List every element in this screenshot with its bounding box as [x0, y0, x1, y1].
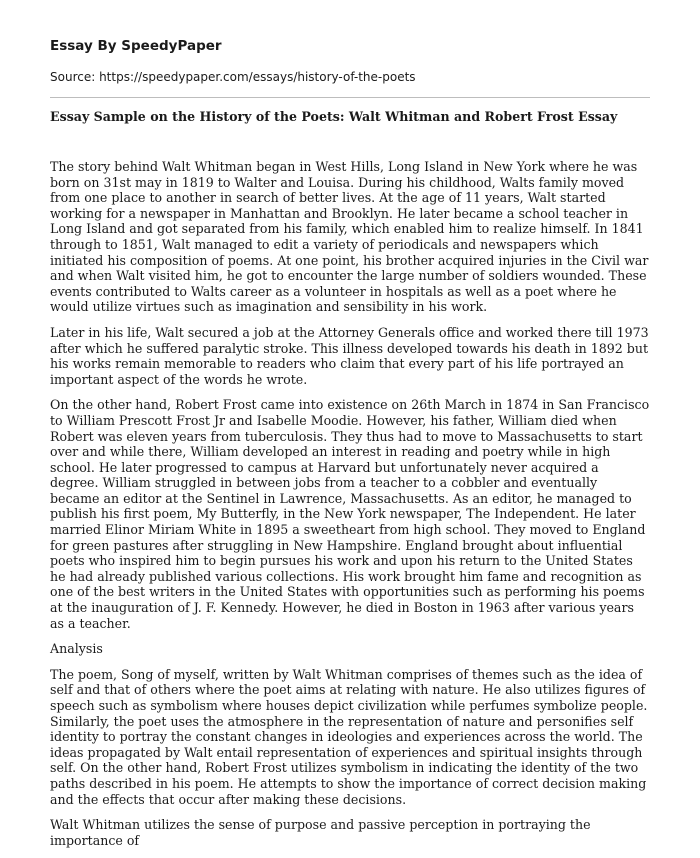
- essay-paragraph: The story behind Walt Whitman began in West Hills, Long Island in New York where he was born on 31st may in 1819 to Walter and Louisa. During his childhood, Walts family moved from one place to another in search of better lives. At the age of 11 years, Walt started working for a newspaper in Manhattan and Brooklyn. He later became a school teacher in Long Island and got separated from his family, which enabled him to realize himself. In 1841 through to 1851, Walt managed to edit a variety of periodicals and newspapers which initiated his composition of poems. At one point, his brother acquired injuries in the Civil war and when Walt visited him, he got to encounter the large number of soldiers wounded. These events contributed to Walts career as a volunteer in hospitals as well as a poet where he would utilize virtues such as imagination and sensibility in his work.: [50, 159, 649, 315]
- essay-paragraph: Later in his life, Walt secured a job at the Attorney Generals office and worked there till 1973 after which he suffered paralytic stroke. This illness developed towards his death in 1892 but his works remain memorable to readers who claim that every part of his life portrayed an important aspect of the words he wrote.: [50, 324, 649, 387]
- essay-title: Essay Sample on the History of the Poets: Walt Whitman and Robert Frost Essay: [50, 109, 618, 124]
- essay-paragraph: The poem, Song of myself, written by Walt Whitman comprises of themes such as the idea of self and that of others where the poet aims at relating with nature. He also utilizes figures of speech such as symbolism where houses depict civilization while perfumes symbolize people. Similarly, the poet uses the atmosphere in the representation of nature and personifies self identity to portray the constant changes in ideologies and experiences across the world. The ideas propagated by Walt entail representation of experiences and spiritual insights through self. On the other hand, Robert Frost utilizes symbolism in indicating the identity of the two paths described in his poem. He attempts to show the importance of correct decision making and the effects that occur after making these decisions.: [50, 666, 648, 807]
- essay-body: [50, 159, 650, 848]
- essay-paragraph: Walt Whitman utilizes the sense of purpose and passive perception in portraying the importance of: [50, 817, 591, 848]
- essay-paragraph: On the other hand, Robert Frost came into existence on 26th March in 1874 in San Francisco to William Prescott Frost Jr and Isabelle Moodie. However, his father, William died when Robert was eleven years from tuberculosis. They thus had to move to Massachusetts to start over and while there, William developed an interest in reading and poetry while in high school. He later progressed to campus at Harvard but unfortunately never acquired a degree. William struggled in between jobs from a teacher to a cobbler and eventually became an editor at the Sentinel in Lawrence, Massachusetts. As an editor, he managed to publish his first poem, My Butterfly, in the New York newspaper, The Independent. He later married Elinor Miriam White in 1895 a sweetheart from high school. They moved to England for green pastures after struggling in New Hampshire. England brought about influential poets who inspired him to begin pursues his work and upon his return to the United States he had already published various collections. His work brought him fame and recognition as one of the best writers in the United States with opportunities such as performing his poems at the inauguration of J. F. Kennedy. However, he died in Boston in 1963 after various years as a teacher.: [50, 397, 650, 631]
- header-divider: [50, 97, 650, 98]
- site-title: Essay By SpeedyPaper: [50, 38, 222, 54]
- document-page: [50, 36, 650, 858]
- section-heading-analysis: Analysis: [50, 641, 103, 657]
- source-line: Source: https://speedypaper.com/essays/history-of-the-poets: [50, 70, 416, 84]
